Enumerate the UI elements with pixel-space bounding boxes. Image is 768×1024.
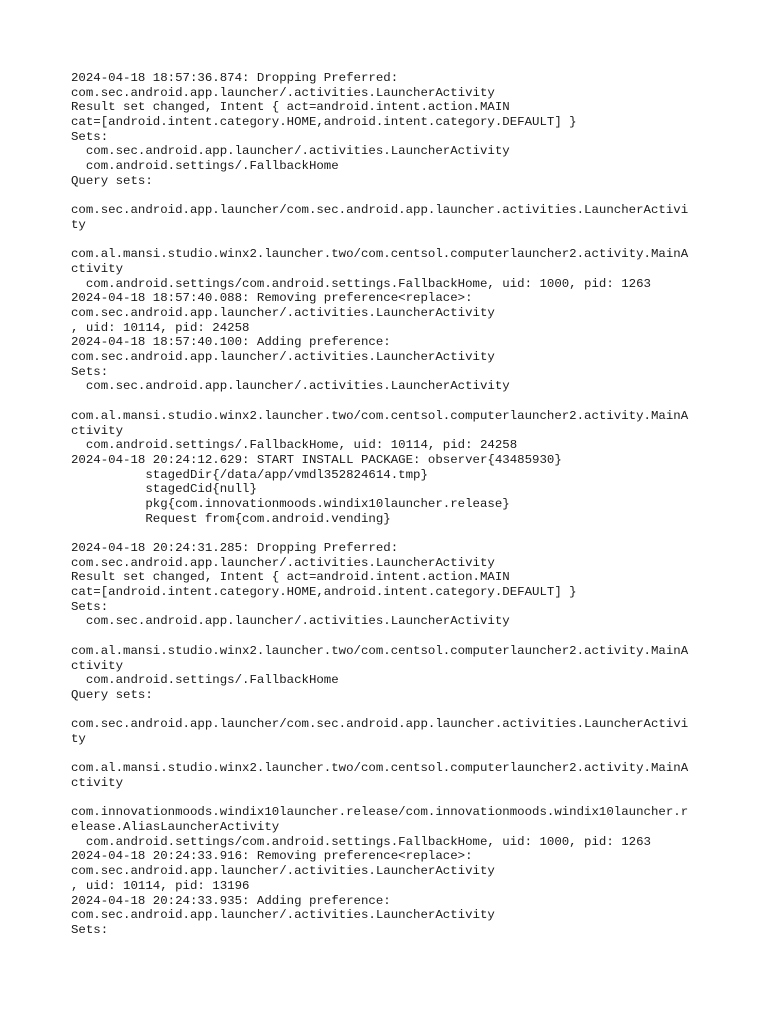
log-line	[71, 629, 731, 644]
log-line: ty	[71, 217, 86, 232]
log-line: 2024-04-18 18:57:40.100: Adding preference:	[71, 335, 391, 350]
log-line: com.sec.android.app.launcher/.activities.LauncherActivity	[71, 555, 495, 570]
log-line: com.sec.android.app.launcher/.activities.LauncherActivity	[71, 350, 495, 365]
log-line: com.al.mansi.studio.winx2.launcher.two/com.centsol.computerlauncher2.activity.MainA	[71, 408, 689, 423]
log-line: com.sec.android.app.launcher/.activities.LauncherActivity	[71, 306, 495, 320]
log-line	[71, 233, 731, 248]
log-line: 2024-04-18 20:24:12.629: START INSTALL PACKAGE: observer{43485930}	[71, 452, 562, 467]
log-line	[71, 189, 731, 204]
log-line: ctivity	[71, 658, 124, 673]
log-line: cat=[android.intent.category.HOME,android.intent.category.DEFAULT] }	[71, 115, 577, 130]
log-line: ctivity	[71, 261, 124, 276]
log-line: com.android.settings/.FallbackHome	[71, 159, 339, 174]
log-line: com.android.settings/com.android.settings.FallbackHome, uid: 1000, pid: 1263	[71, 834, 651, 849]
log-line: com.sec.android.app.launcher/.activities.LauncherActivity	[71, 864, 495, 879]
log-line: com.al.mansi.studio.winx2.launcher.two/com.centsol.computerlauncher2.activity.MainA	[71, 247, 689, 262]
log-line: com.sec.android.app.launcher/.activities.LauncherActivity	[71, 144, 510, 159]
log-line: ctivity	[71, 423, 124, 438]
log-line: com.android.settings/.FallbackHome, uid: 10114, pid: 24258	[71, 438, 518, 453]
log-line	[71, 791, 731, 806]
log-line: com.sec.android.app.launcher/com.sec.android.app.launcher.activities.LauncherActivi	[71, 203, 689, 218]
log-line: com.android.settings/.FallbackHome	[71, 673, 339, 688]
log-line: com.sec.android.app.launcher/com.sec.android.app.launcher.activities.LauncherActivi	[71, 717, 689, 732]
log-line: Sets:	[71, 129, 109, 144]
log-line: , uid: 10114, pid: 24258	[71, 320, 250, 335]
log-line: stagedCid{null}	[71, 482, 257, 497]
log-line: cat=[android.intent.category.HOME,android.intent.category.DEFAULT] }	[71, 585, 577, 600]
log-line: Query sets:	[71, 173, 153, 188]
log-line: com.innovationmoods.windix10launcher.release/com.innovationmoods.windix10launcher.r	[71, 805, 689, 820]
log-line: com.sec.android.app.launcher/.activities.LauncherActivity	[71, 379, 510, 394]
log-line	[71, 703, 731, 718]
log-line	[71, 394, 731, 409]
log-line: ctivity	[71, 776, 124, 790]
log-line	[71, 526, 731, 541]
log-line: Query sets:	[71, 687, 153, 702]
log-line: stagedDir{/data/app/vmdl352824614.tmp}	[71, 467, 428, 482]
log-line: com.android.settings/com.android.settings.FallbackHome, uid: 1000, pid: 1263	[71, 276, 651, 291]
log-line: 2024-04-18 20:24:33.935: Adding preference:	[71, 893, 391, 908]
log-line: Sets:	[71, 922, 109, 937]
log-line: com.al.mansi.studio.winx2.launcher.two/com.centsol.computerlauncher2.activity.MainA	[71, 761, 689, 776]
log-line: 2024-04-18 18:57:36.874: Dropping Preferred:	[71, 71, 399, 85]
log-line: 2024-04-18 20:24:33.916: Removing preference<replace>:	[71, 849, 473, 864]
log-line: com.sec.android.app.launcher/.activities.LauncherActivity	[71, 85, 495, 100]
log-line: Request from{com.android.vending}	[71, 511, 391, 526]
log-line: ty	[71, 731, 86, 746]
log-text	[71, 71, 731, 938]
log-line: com.al.mansi.studio.winx2.launcher.two/com.centsol.computerlauncher2.activity.MainA	[71, 643, 689, 658]
log-line: elease.AliasLauncherActivity	[71, 820, 280, 835]
log-line: 2024-04-18 20:24:31.285: Dropping Preferred:	[71, 541, 399, 555]
log-line: Result set changed, Intent { act=android.intent.action.MAIN	[71, 570, 510, 585]
log-line	[71, 747, 731, 762]
log-line: Sets:	[71, 364, 109, 379]
log-line: Sets:	[71, 599, 109, 614]
log-line: , uid: 10114, pid: 13196	[71, 878, 250, 893]
log-line: com.sec.android.app.launcher/.activities.LauncherActivity	[71, 614, 510, 629]
log-line: com.sec.android.app.launcher/.activities.LauncherActivity	[71, 908, 495, 923]
log-line: pkg{com.innovationmoods.windix10launcher.release}	[71, 496, 510, 511]
log-line: 2024-04-18 18:57:40.088: Removing preference<replace>:	[71, 291, 473, 306]
log-line: Result set changed, Intent { act=android.intent.action.MAIN	[71, 100, 510, 115]
